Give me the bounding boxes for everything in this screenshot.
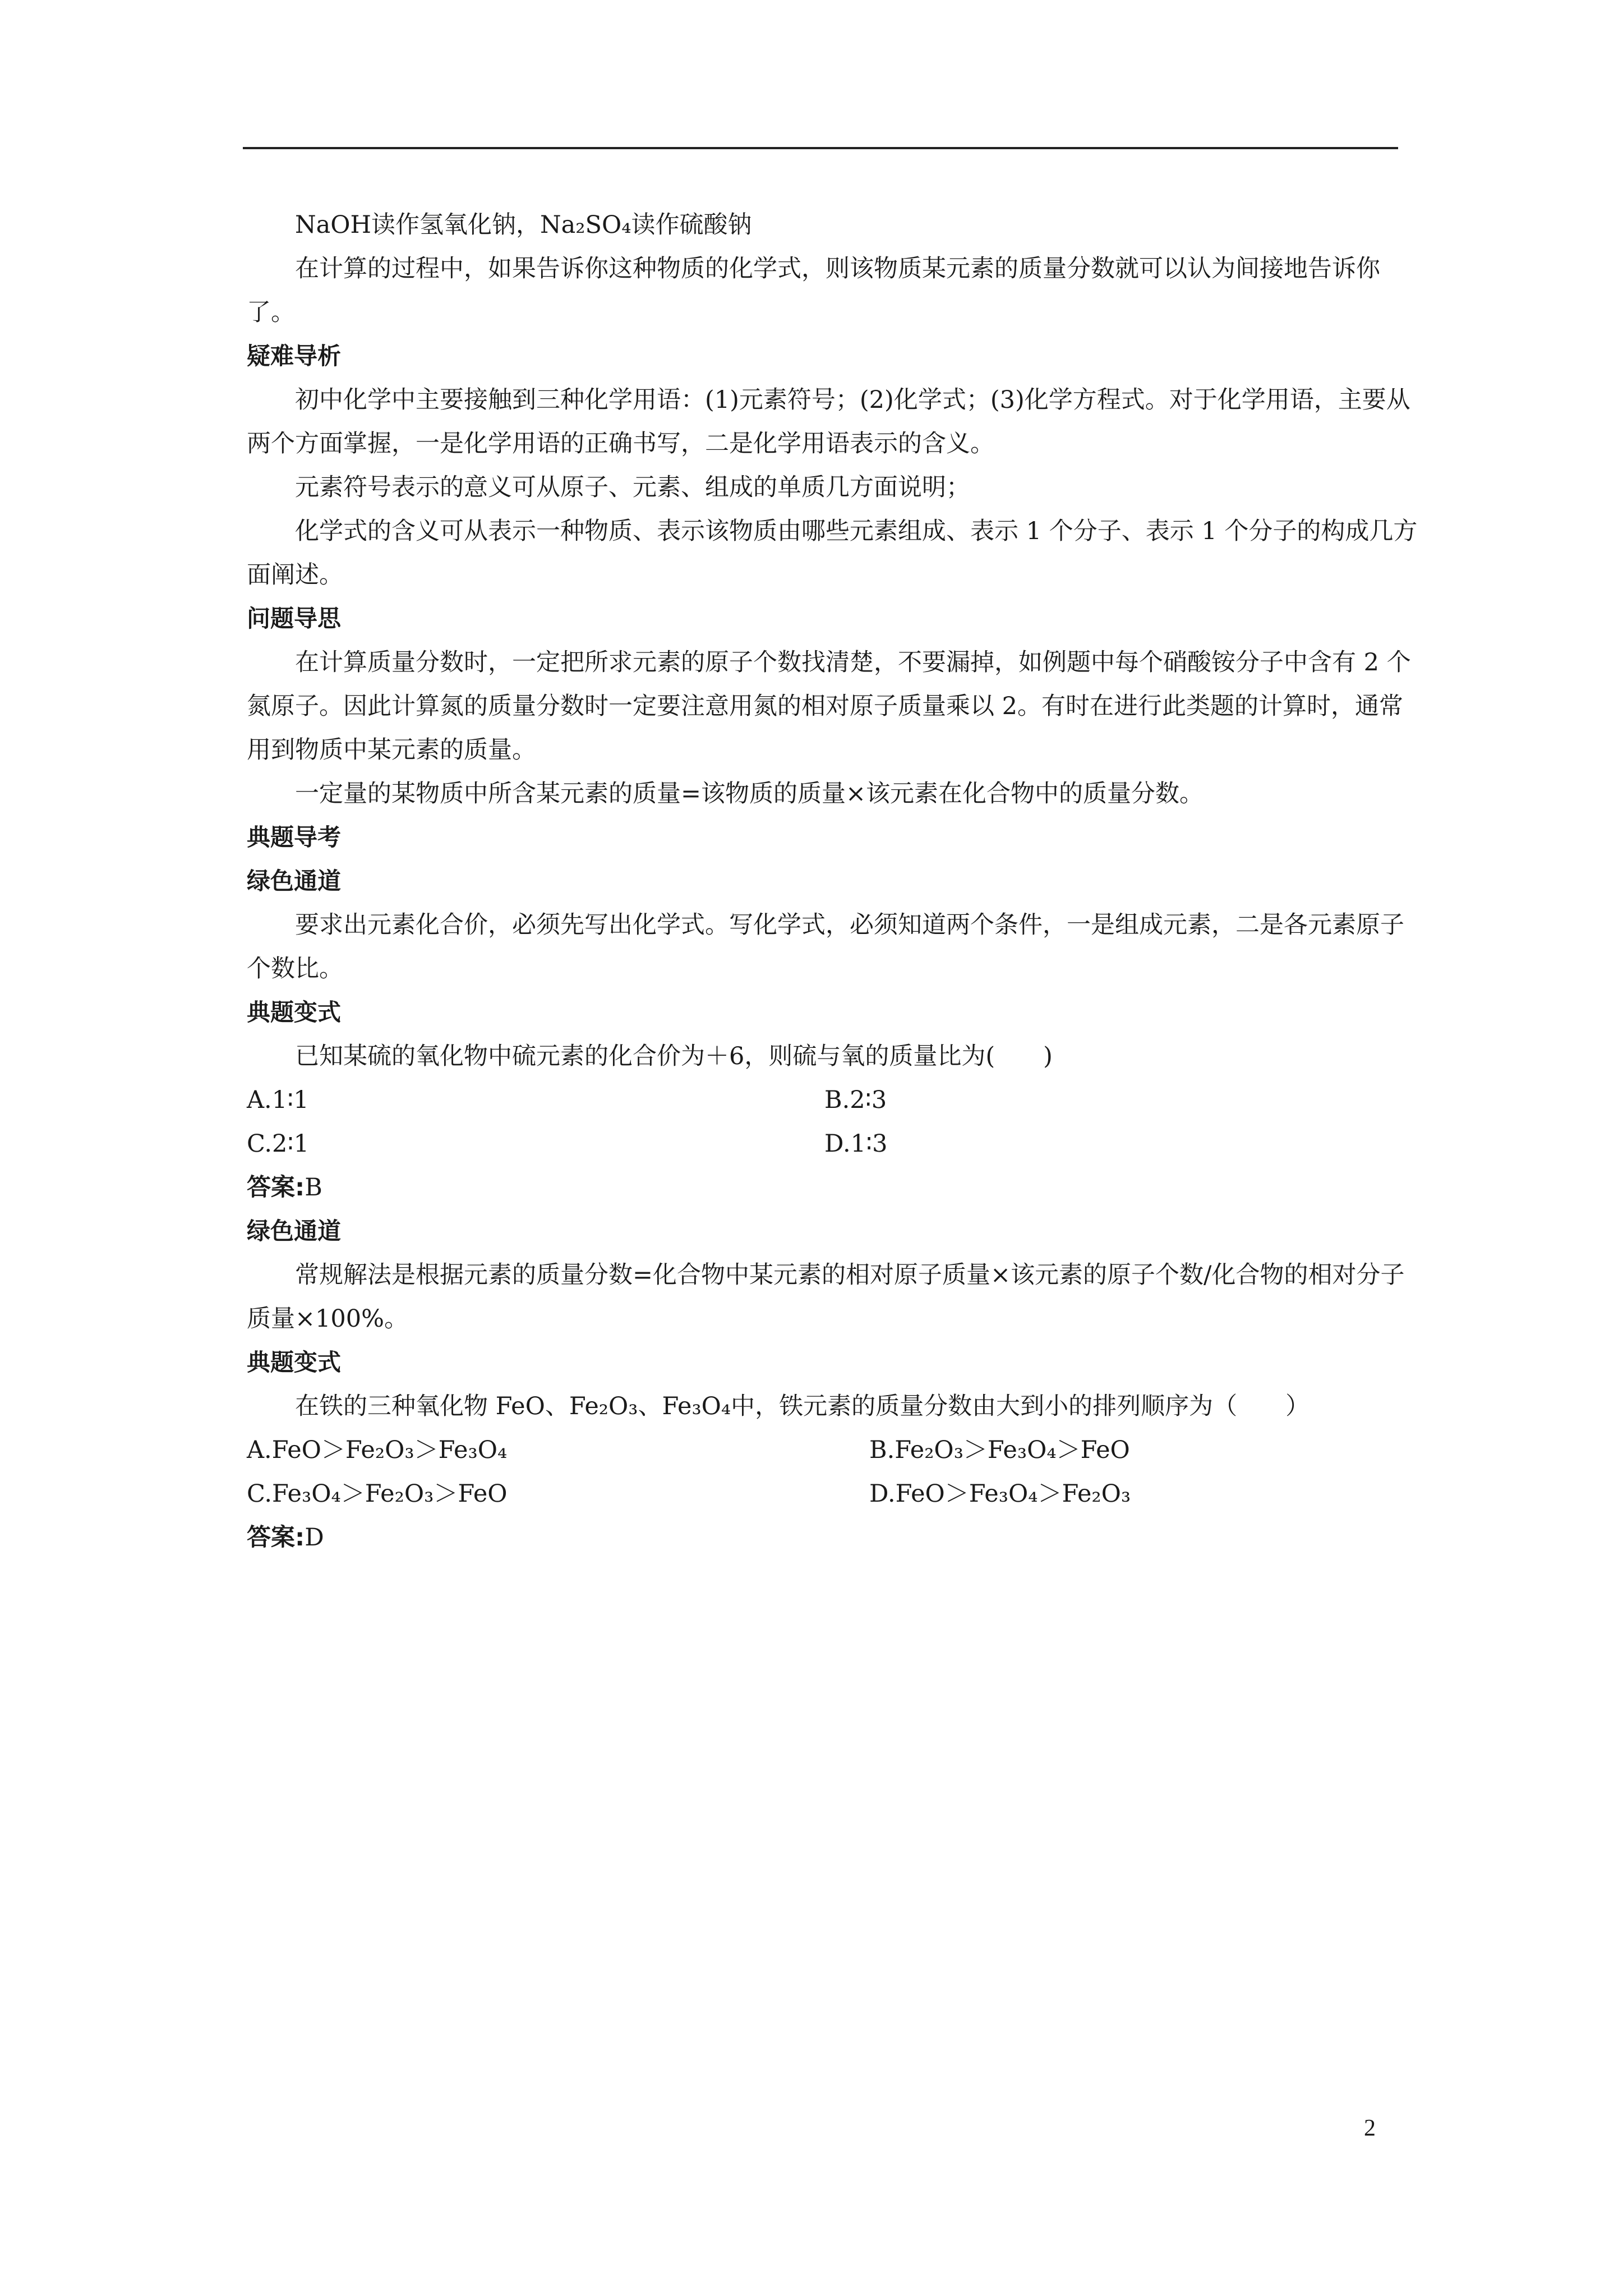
intro-line-1: NaOH读作氢氧化钠，Na₂SO₄读作硫酸钠 bbox=[295, 211, 752, 239]
difficulty-paragraph-2: 元素符号表示的意义可从原子、元素、组成的单质几方面说明； bbox=[295, 473, 970, 501]
question-2-option-a: A.FeO＞Fe₂O₃＞Fe₃O₄ bbox=[247, 1436, 508, 1464]
green-channel-text-1: 要求出元素化合价，必须先写出化学式。写化学式，必须知道两个条件，一是组成元素，二是各元素原子个数比。 bbox=[247, 911, 1404, 983]
answer-2-value: D bbox=[305, 1524, 324, 1552]
header-rule bbox=[243, 147, 1398, 149]
thinking-paragraph-1: 在计算质量分数时，一定把所求元素的原子个数找清楚，不要漏掉，如例题中每个硝酸铵分子中含有 2 个氮原子。因此计算氮的质量分数时一定要注意用氮的相对原子质量乘以 2。有时在进行此类题的计算时，通常用到物质中某元素的质量。 bbox=[247, 648, 1411, 764]
question-1-options bbox=[247, 1078, 1424, 1166]
question-2: 在铁的三种氧化物 FeO、Fe₂O₃、Fe₃O₄中，铁元素的质量分数由大到小的排列顺序为（ ） bbox=[295, 1392, 1310, 1420]
green-channel-text-2: 常规解法是根据元素的质量分数=化合物中某元素的相对原子质量×该元素的原子个数/化合物的相对分子质量×100%。 bbox=[247, 1261, 1405, 1333]
question-1: 已知某硫的氧化物中硫元素的化合价为＋6，则硫与氧的质量比为( ) bbox=[295, 1042, 1053, 1070]
page-number: 2 bbox=[1364, 2115, 1376, 2141]
thinking-paragraph-2: 一定量的某物质中所含某元素的质量=该物质的质量×该元素在化合物中的质量分数。 bbox=[295, 780, 1204, 808]
green-channel-heading-1: 绿色通道 bbox=[247, 867, 342, 895]
variant-heading-2: 典题变式 bbox=[247, 1349, 342, 1376]
variant-heading-1: 典题变式 bbox=[247, 999, 342, 1026]
answer-1-value: B bbox=[305, 1174, 322, 1202]
answer-1-label: 答案: bbox=[247, 1174, 305, 1202]
section-heading-thinking: 问题导思 bbox=[247, 605, 342, 632]
section-heading-exam: 典题导考 bbox=[247, 823, 342, 851]
green-channel-heading-2: 绿色通道 bbox=[247, 1217, 342, 1245]
question-2-options bbox=[247, 1428, 1424, 1516]
question-1-option-d: D.1∶3 bbox=[824, 1130, 888, 1158]
answer-2 bbox=[247, 1516, 1424, 1559]
question-2-option-c: C.Fe₃O₄＞Fe₂O₃＞FeO bbox=[247, 1480, 508, 1508]
question-1-option-a: A.1∶1 bbox=[247, 1086, 309, 1114]
difficulty-paragraph-3: 化学式的含义可从表示一种物质、表示该物质由哪些元素组成、表示 1 个分子、表示 1 个分子的构成几方面阐述。 bbox=[247, 517, 1418, 589]
question-1-option-b: B.2∶3 bbox=[824, 1086, 887, 1114]
intro-line-2: 在计算的过程中，如果告诉你这种物质的化学式，则该物质某元素的质量分数就可以认为间接地告诉你了。 bbox=[247, 255, 1380, 326]
page-content bbox=[247, 203, 1424, 1559]
answer-1 bbox=[247, 1166, 1424, 1209]
answer-2-label: 答案: bbox=[247, 1524, 305, 1552]
difficulty-paragraph-1: 初中化学中主要接触到三种化学用语：(1)元素符号；(2)化学式；(3)化学方程式。对于化学用语，主要从两个方面掌握，一是化学用语的正确书写，二是化学用语表示的含义。 bbox=[247, 386, 1410, 458]
question-2-option-d: D.FeO＞Fe₃O₄＞Fe₂O₃ bbox=[869, 1480, 1131, 1508]
section-heading-difficulty: 疑难导析 bbox=[247, 342, 342, 370]
question-1-option-c: C.2∶1 bbox=[247, 1130, 309, 1158]
question-2-option-b: B.Fe₂O₃＞Fe₃O₄＞FeO bbox=[869, 1436, 1130, 1464]
